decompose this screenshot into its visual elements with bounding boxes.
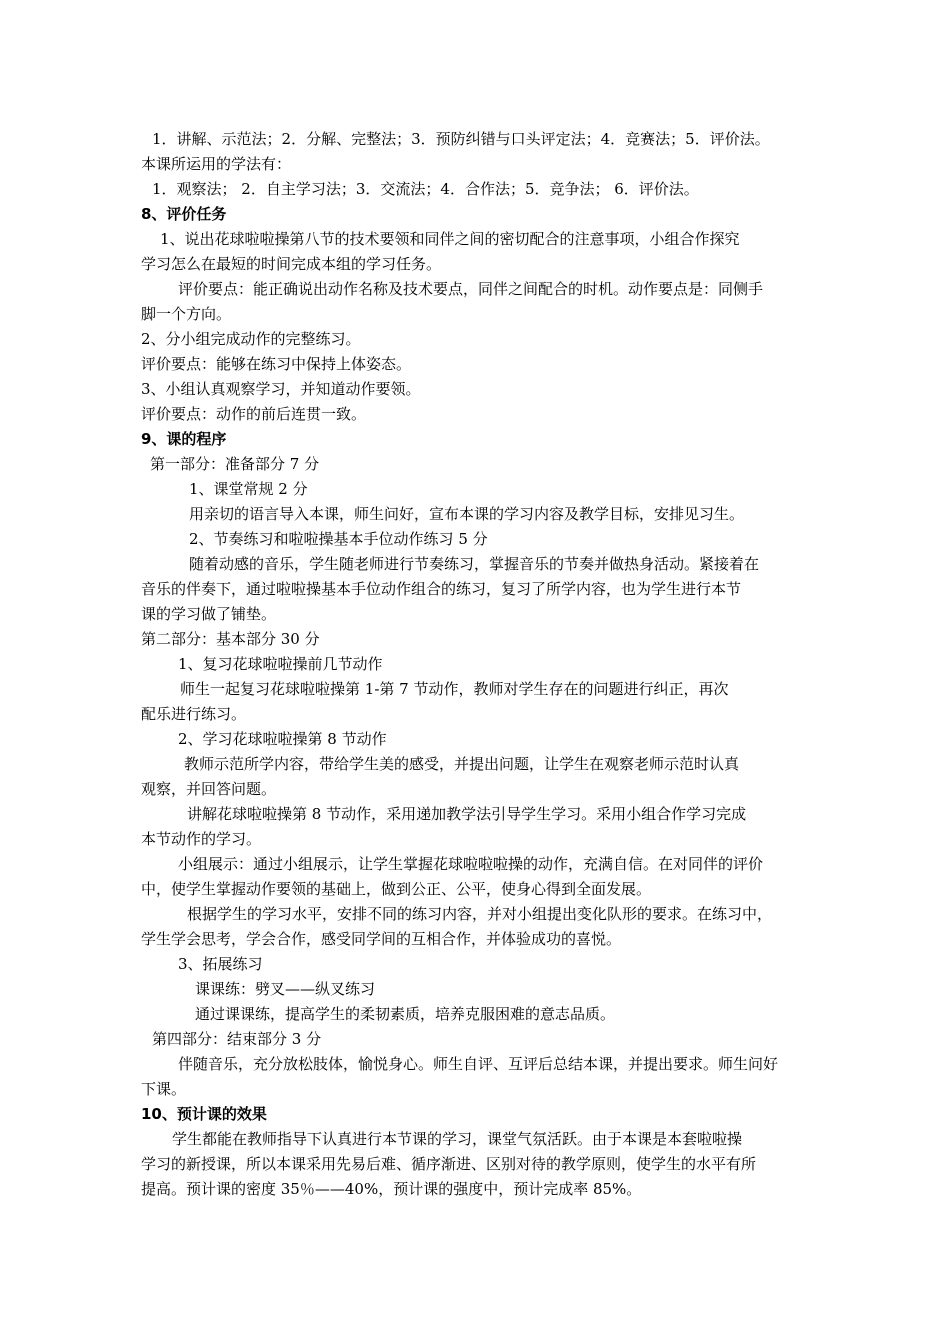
s8-task1-line2: 学习怎么在最短的时间完成本组的学习任务。 [141,255,442,273]
s9-part2-item1-line2: 配乐进行练习。 [141,705,247,723]
section-8-heading: 8、评价任务 [141,205,227,223]
s9-part1-item2-line2: 音乐的伴奏下，通过啦啦操基本手位动作组合的练习，复习了所学内容，也为学生进行本节 [141,580,742,598]
s9-part2-item1-line1: 师生一起复习花球啦啦操第 1-第 7 节动作，教师对学生存在的问题进行纠正，再次 [180,680,729,698]
s9-part1-item1: 1、课堂常规 2 分 [189,480,308,498]
s9-part1-item1-text: 用亲切的语言导入本课，师生问好，宣布本课的学习内容及教学目标，安排见习生。 [189,505,745,523]
s9-part2-item3-line2: 通过课课练，提高学生的柔韧素质，培养克服困难的意志品质。 [195,1005,616,1023]
s8-task1-eval-line2: 脚一个方向。 [141,305,232,323]
s9-part2-item1: 1、复习花球啦啦操前几节动作 [178,655,383,673]
s9-part2-item2-para4-line1: 根据学生的学习水平，安排不同的练习内容，并对小组提出变化队形的要求。在练习中， [187,905,773,923]
s10-line3: 提高。预计课的密度 35％——40%，预计课的强度中，预计完成率 85%。 [141,1180,642,1198]
teaching-methods-list: 1．讲解、示范法；2．分解、完整法；3．预防纠错与口头评定法；4．竞赛法；5．评价法。 [152,130,770,148]
s9-part2-item2-para2-line2: 本节动作的学习。 [141,830,262,848]
learning-methods-list: 1．观察法； 2．自主学习法；3．交流法；4．合作法；5．竞争法； 6．评价法。 [152,180,699,198]
s9-part2-item2-para1-line2: 观察，并回答问题。 [141,780,277,798]
s9-part1-item2-line3: 课的学习做了铺垫。 [141,605,277,623]
s9-part2-item3: 3、拓展练习 [178,955,263,973]
s10-line2: 学习的新授课，所以本课采用先易后难、循序渐进、区别对待的教学原则，使学生的水平有所 [141,1155,757,1173]
s9-part2-item2-para3-line2: 中，使学生掌握动作要领的基础上，做到公正、公平，使身心得到全面发展。 [141,880,652,898]
s8-task3: 3、小组认真观察学习，并知道动作要领。 [141,380,421,398]
s9-part4-title: 第四部分：结束部分 3 分 [152,1030,322,1048]
s9-part2-item2-para4-line2: 学生学会思考，学会合作，感受同学间的互相合作，并体验成功的喜悦。 [141,930,622,948]
s8-task1-eval-line1: 评价要点：能正确说出动作名称及技术要点，同伴之间配合的时机。动作要点是：同侧手 [178,280,764,298]
s9-part2-item2-para1-line1: 教师示范所学内容，带给学生美的感受，并提出问题，让学生在观察老师示范时认真 [184,755,740,773]
s8-task3-eval: 评价要点：动作的前后连贯一致。 [141,405,367,423]
s8-task2-eval: 评价要点：能够在练习中保持上体姿态。 [141,355,412,373]
s8-task1-line1: 1、说出花球啦啦操第八节的技术要领和同伴之间的密切配合的注意事项，小组合作探究 [160,230,740,248]
s9-part4-line2: 下课。 [141,1080,187,1098]
s9-part2-title: 第二部分：基本部分 30 分 [141,630,320,648]
s10-line1: 学生都能在教师指导下认真进行本节课的学习，课堂气氛活跃。由于本课是本套啦啦操 [172,1130,743,1148]
section-10-heading: 10、预计课的效果 [141,1105,267,1123]
s9-part2-item2-para2-line1: 讲解花球啦啦操第 8 节动作，采用递加教学法引导学生学习。采用小组合作学习完成 [187,805,747,823]
s9-part2-item2-para3-line1: 小组展示：通过小组展示，让学生掌握花球啦啦啦操的动作，充满自信。在对同伴的评价 [178,855,764,873]
s9-part4-line1: 伴随音乐，充分放松肢体，愉悦身心。师生自评、互评后总结本课，并提出要求。师生问好 [178,1055,779,1073]
s9-part2-item3-line1: 课课练：劈叉——纵叉练习 [195,980,376,998]
s9-part1-title: 第一部分：准备部分 7 分 [150,455,320,473]
section-9-heading: 9、课的程序 [141,430,227,448]
s8-task2: 2、分小组完成动作的完整练习。 [141,330,361,348]
s9-part1-item2-line1: 随着动感的音乐，学生随老师进行节奏练习，掌握音乐的节奏并做热身活动。紧接着在 [189,555,760,573]
learning-methods-title: 本课所运用的学法有： [141,155,292,173]
s9-part2-item2: 2、学习花球啦啦操第 8 节动作 [178,730,387,748]
s9-part1-item2: 2、节奏练习和啦啦操基本手位动作练习 5 分 [189,530,488,548]
